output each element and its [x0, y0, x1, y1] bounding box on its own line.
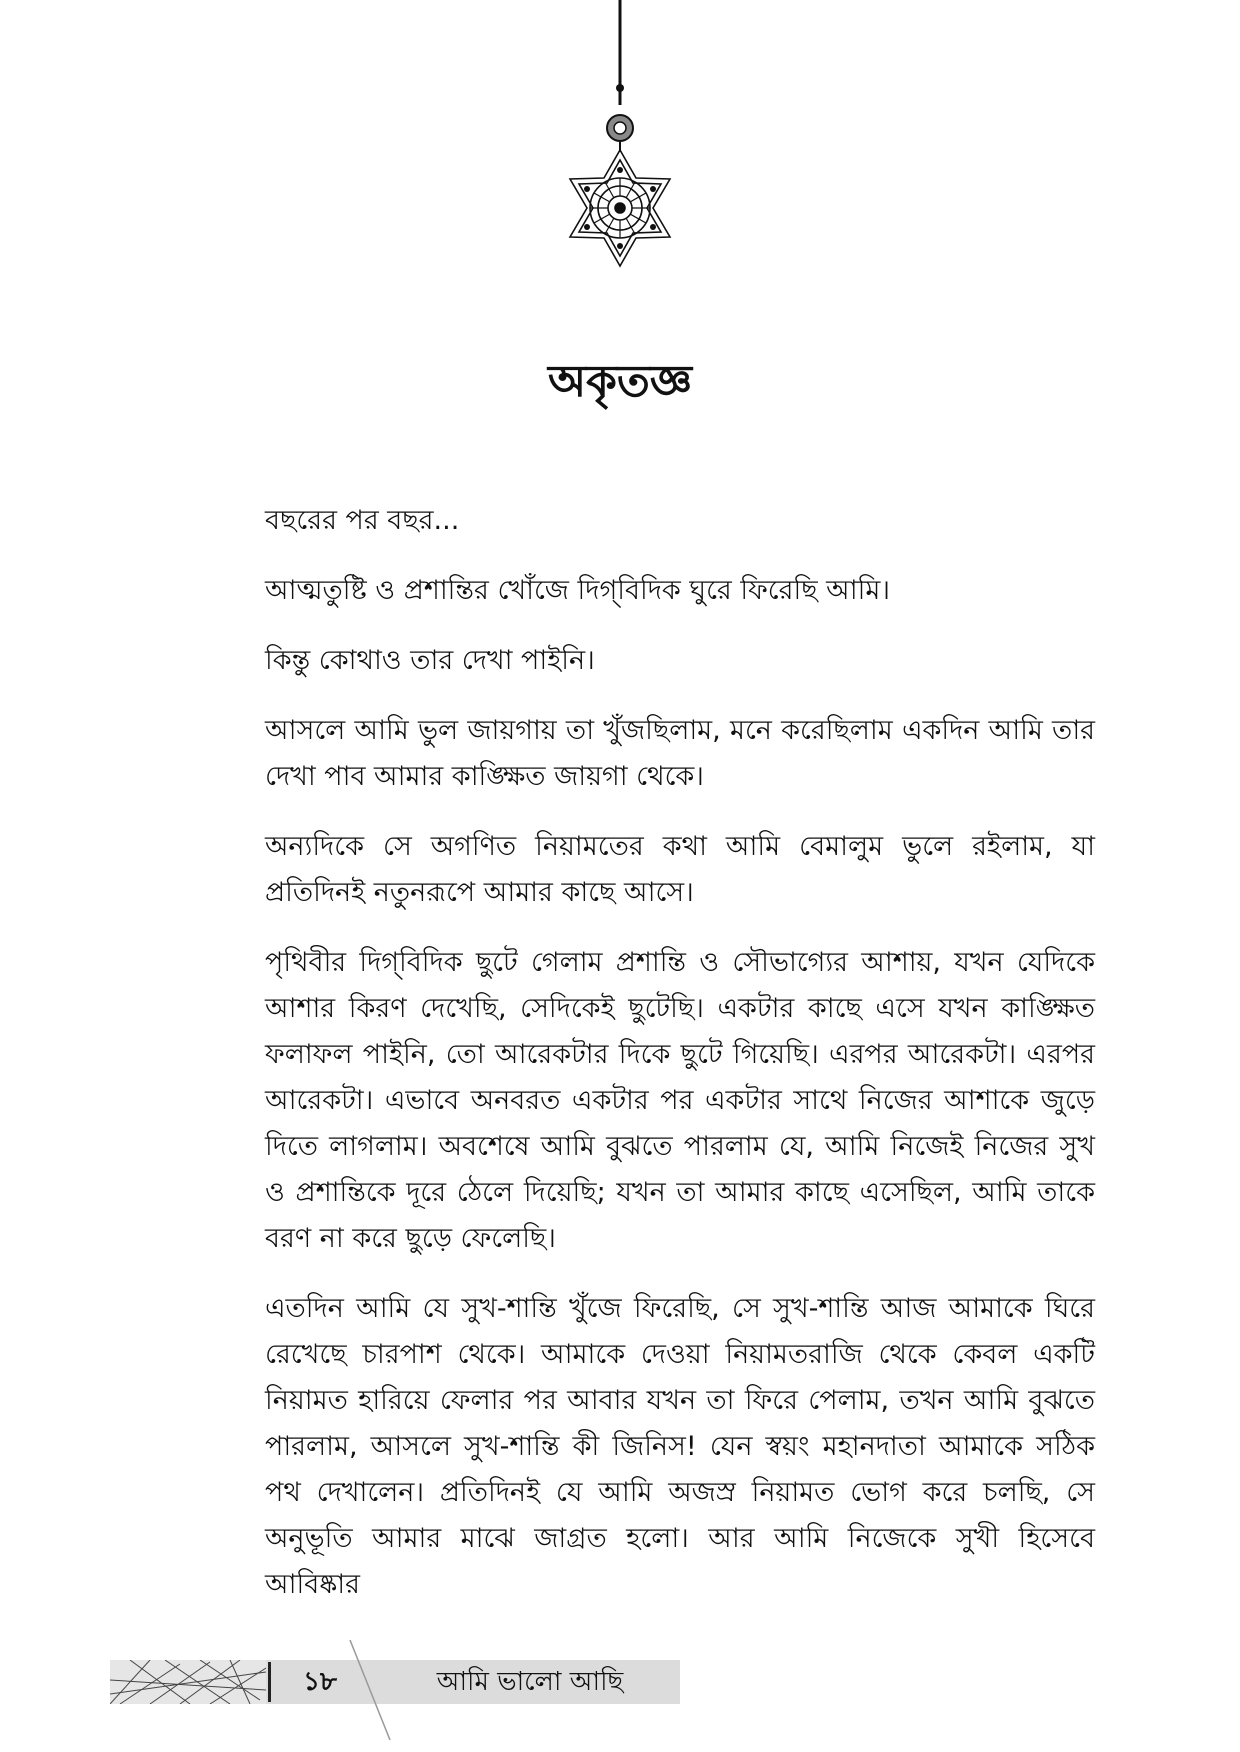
- geometric-lines-icon: [110, 1660, 266, 1704]
- book-title: আমি ভালো আছি: [436, 1667, 624, 1697]
- chapter-body: [265, 498, 1095, 1632]
- paragraph: কিন্তু কোথাও তার দেখা পাইনি।: [265, 645, 595, 676]
- paragraph: আত্মতুষ্টি ও প্রশান্তির খোঁজে দিগ্‌বিদিক ঘুরে ফিরেছি আমি।: [265, 575, 891, 606]
- paragraph: অন্যদিকে সে অগণিত নিয়ামতের কথা আমি বেমালুম ভুলে রইলাম, যা প্রতিদিনই নতুনরূপে আমার কাছে আসে।: [265, 831, 1095, 908]
- page-number: ১৮: [303, 1667, 337, 1697]
- paragraph: বছরের পর বছর...: [265, 505, 460, 536]
- footer-slash-line: [340, 1640, 400, 1740]
- chapter-title: অকৃতজ্ঞ: [547, 356, 692, 407]
- paragraph: পৃথিবীর দিগ্‌বিদিক ছুটে গেলাম প্রশান্তি ও সৌভাগ্যের আশায়, যখন যেদিকে আশার কিরণ দেখেছি, সেদিকেই ছুটেছি। একটার কাছে এসে যখন কাঙ্ক্ষিত ফলাফল পাইনি, তো আরেকটার দিকে ছুটে গিয়েছি। এরপর আরেকটা। এরপর আরেকটা। এভাবে অনবরত একটার পর একটার সাথে নিজের আশাকে জুড়ে দিতে লাগলাম। অবশেষে আমি বুঝতে পারলাম যে, আমি নিজেই নিজের সুখ ও প্রশান্তিকে দূরে ঠেলে দিয়েছি; যখন তা আমার কাছে এসেছিল, আমি তাকে বরণ না করে ছুড়ে ফেলেছি।: [265, 947, 1095, 1254]
- paragraph: এতদিন আমি যে সুখ-শান্তি খুঁজে ফিরেছি, সে সুখ-শান্তি আজ আমাকে ঘিরে রেখেছে চারপাশ থেকে। আমাকে দেওয়া নিয়ামতরাজি থেকে কেবল একটি নিয়ামত হারিয়ে ফেলার পর আবার যখন তা ফিরে পেলাম, তখন আমি বুঝতে পারলাম, আসলে সুখ-শান্তি কী জিনিস! যেন স্বয়ং মহানদাতা আমাকে সঠিক পথ দেখালেন। প্রতিদিনই যে আমি অজস্র নিয়ামত ভোগ করে চলছি, সে অনুভূতি আমার মাঝে জাগ্রত হলো। আর আমি নিজেকে সুখী হিসেবে আবিষ্কার: [265, 1293, 1095, 1600]
- footer-pattern: [110, 1660, 266, 1704]
- paragraph: আসলে আমি ভুল জায়গায় তা খুঁজছিলাম, মনে করেছিলাম একদিন আমি তার দেখা পাব আমার কাঙ্ক্ষিত জায়গা থেকে।: [265, 715, 1095, 792]
- page-footer: [110, 1640, 680, 1740]
- mandala-pendant-icon: [550, 0, 690, 270]
- footer-divider: [268, 1662, 271, 1702]
